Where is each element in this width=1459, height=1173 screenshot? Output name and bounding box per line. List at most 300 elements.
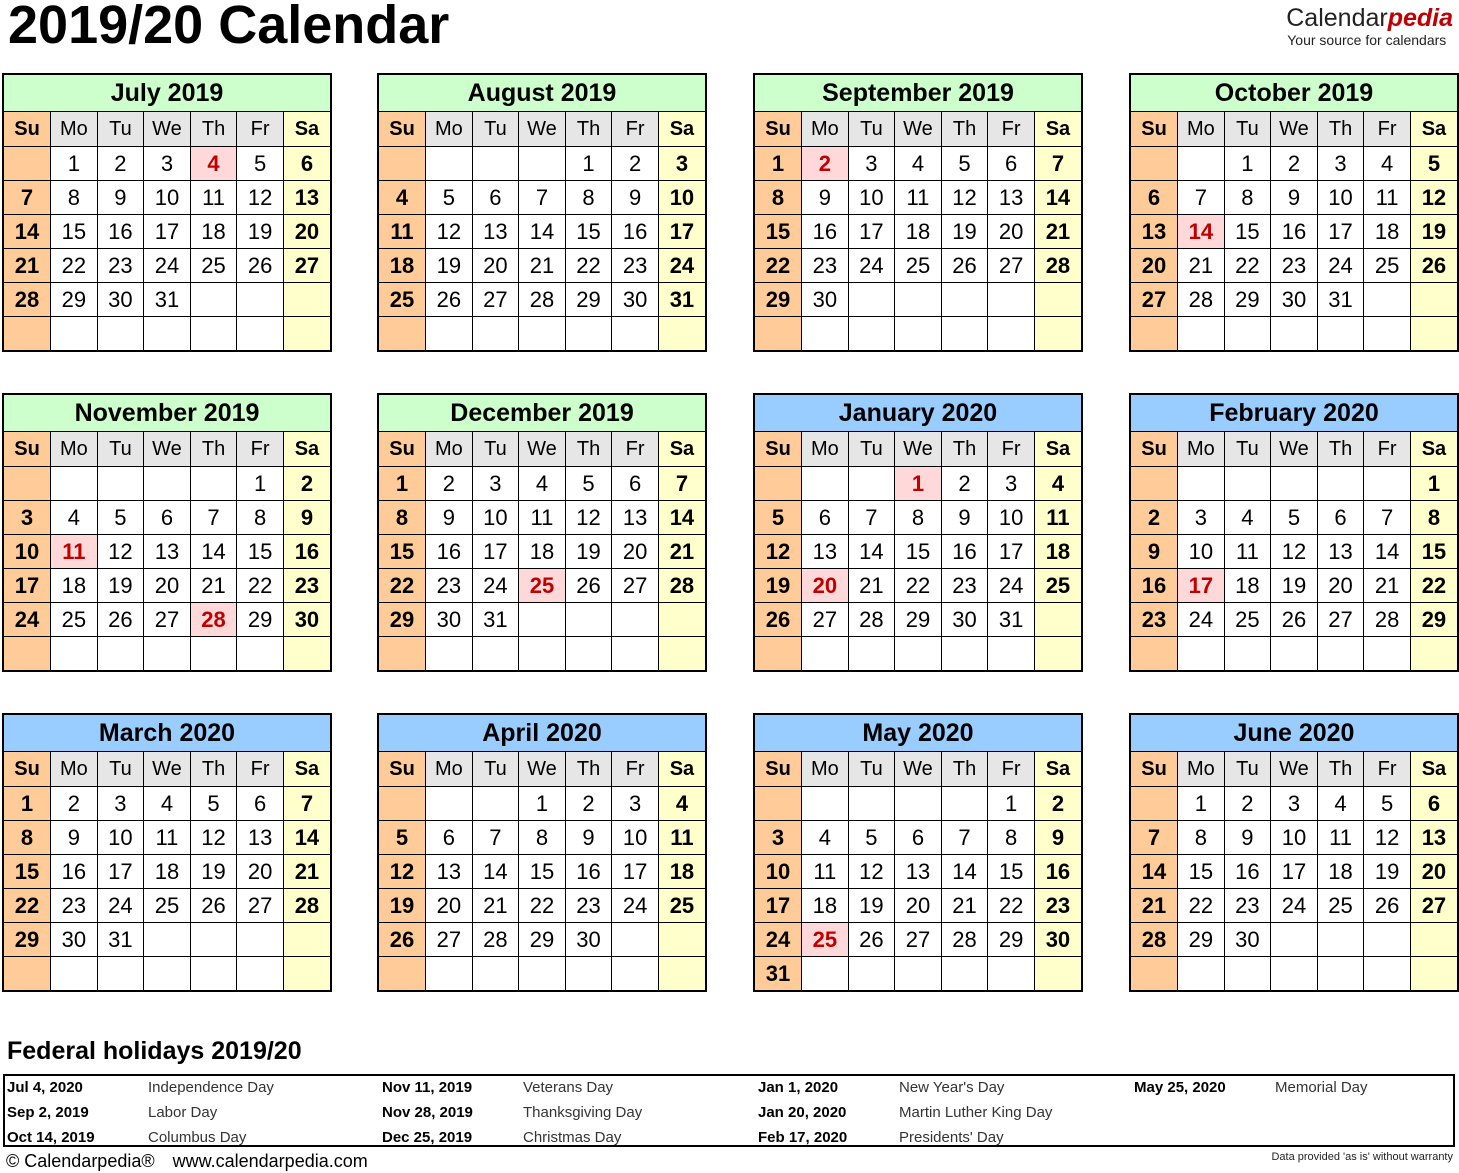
day-cell: 30 — [565, 923, 612, 957]
day-cell: 7 — [190, 501, 237, 535]
week-row — [755, 147, 1081, 181]
day-cell: 5 — [1364, 787, 1411, 821]
day-cell: 19 — [755, 569, 802, 603]
empty-day-cell — [1364, 923, 1411, 957]
weekday-header: Sa — [1410, 432, 1457, 467]
day-cell: 10 — [472, 501, 519, 535]
day-cell: 9 — [565, 821, 612, 855]
day-cell: 30 — [941, 603, 988, 637]
empty-day-cell — [988, 957, 1035, 991]
day-cell: 13 — [237, 821, 284, 855]
week-row — [755, 889, 1081, 923]
month-title: May 2020 — [755, 715, 1081, 752]
day-cell: 4 — [802, 821, 849, 855]
day-cell: 28 — [283, 889, 330, 923]
day-cell: 8 — [755, 181, 802, 215]
holiday-entry — [7, 1101, 367, 1125]
week-row — [4, 181, 330, 215]
day-cell: 23 — [565, 889, 612, 923]
day-cell: 5 — [237, 147, 284, 181]
day-cell: 22 — [755, 249, 802, 283]
week-row — [379, 283, 705, 317]
weekday-header: Su — [379, 112, 426, 147]
day-cell: 18 — [51, 569, 98, 603]
footer-site-link[interactable]: www.calendarpedia.com — [172, 1151, 368, 1171]
empty-day-cell — [1364, 957, 1411, 991]
day-cell: 16 — [426, 535, 473, 569]
day-cell: 16 — [802, 215, 849, 249]
empty-day-cell — [472, 317, 519, 351]
empty-day-cell — [379, 317, 426, 351]
month-title: June 2020 — [1131, 715, 1457, 752]
day-cell: 20 — [283, 215, 330, 249]
week-row — [1131, 821, 1457, 855]
day-cell: 25 — [895, 249, 942, 283]
holiday-date: Dec 25, 2019 — [382, 1129, 473, 1146]
weekday-header: Fr — [612, 752, 659, 787]
weekday-header: Sa — [283, 112, 330, 147]
week-row — [755, 249, 1081, 283]
day-cell: 17 — [472, 535, 519, 569]
weekday-header: Tu — [848, 112, 895, 147]
week-row — [4, 501, 330, 535]
day-cell: 12 — [190, 821, 237, 855]
empty-day-cell — [1271, 317, 1318, 351]
month-title: September 2019 — [755, 75, 1081, 112]
day-cell: 31 — [755, 957, 802, 991]
week-row — [4, 821, 330, 855]
week-row — [379, 181, 705, 215]
day-cell: 1 — [1224, 147, 1271, 181]
day-cell: 30 — [802, 283, 849, 317]
holiday-day-cell: 17 — [1178, 569, 1225, 603]
day-cell: 22 — [379, 569, 426, 603]
day-cell: 29 — [1178, 923, 1225, 957]
day-cell: 13 — [426, 855, 473, 889]
day-cell: 31 — [97, 923, 144, 957]
day-cell: 27 — [612, 569, 659, 603]
empty-day-cell — [1131, 637, 1178, 671]
empty-day-cell — [612, 957, 659, 991]
empty-day-cell — [1410, 317, 1457, 351]
day-cell: 8 — [565, 181, 612, 215]
empty-day-cell — [988, 283, 1035, 317]
day-cell: 6 — [1317, 501, 1364, 535]
day-cell: 1 — [51, 147, 98, 181]
holiday-name: Memorial Day — [1275, 1079, 1368, 1096]
empty-day-cell — [144, 317, 191, 351]
week-row — [1131, 317, 1457, 351]
day-cell: 22 — [565, 249, 612, 283]
week-row — [379, 501, 705, 535]
day-cell: 11 — [144, 821, 191, 855]
holidays-title: Federal holidays 2019/20 — [7, 1037, 302, 1065]
day-cell: 13 — [1131, 215, 1178, 249]
empty-day-cell — [51, 467, 98, 501]
day-cell: 7 — [1131, 821, 1178, 855]
day-cell: 3 — [97, 787, 144, 821]
empty-day-cell — [941, 957, 988, 991]
empty-day-cell — [941, 787, 988, 821]
day-cell: 9 — [283, 501, 330, 535]
day-cell: 23 — [1271, 249, 1318, 283]
empty-day-cell — [472, 787, 519, 821]
month-title: April 2020 — [379, 715, 705, 752]
day-cell: 30 — [612, 283, 659, 317]
day-cell: 26 — [237, 249, 284, 283]
holiday-date: May 25, 2020 — [1134, 1079, 1226, 1096]
day-cell: 3 — [144, 147, 191, 181]
day-cell: 22 — [1224, 249, 1271, 283]
empty-day-cell — [283, 317, 330, 351]
weekday-header: Tu — [1224, 432, 1271, 467]
weekday-header: Tu — [472, 112, 519, 147]
day-cell: 29 — [1410, 603, 1457, 637]
empty-day-cell — [1410, 637, 1457, 671]
day-cell: 13 — [1317, 535, 1364, 569]
day-cell: 6 — [1410, 787, 1457, 821]
weekday-header: Fr — [237, 752, 284, 787]
brand-logo[interactable] — [1286, 6, 1453, 48]
day-cell: 11 — [658, 821, 705, 855]
day-cell: 28 — [848, 603, 895, 637]
empty-day-cell — [426, 787, 473, 821]
empty-day-cell — [895, 283, 942, 317]
day-cell: 21 — [283, 855, 330, 889]
day-cell: 3 — [988, 467, 1035, 501]
day-cell: 3 — [755, 821, 802, 855]
empty-day-cell — [1224, 637, 1271, 671]
empty-day-cell — [1271, 923, 1318, 957]
day-cell: 19 — [97, 569, 144, 603]
empty-day-cell — [755, 787, 802, 821]
empty-day-cell — [1317, 467, 1364, 501]
month-title: July 2019 — [4, 75, 330, 112]
holiday-name: Veterans Day — [523, 1079, 614, 1096]
empty-day-cell — [51, 317, 98, 351]
day-cell: 17 — [755, 889, 802, 923]
empty-day-cell — [1178, 957, 1225, 991]
weekday-header: Mo — [426, 432, 473, 467]
day-cell: 26 — [1410, 249, 1457, 283]
day-cell: 4 — [895, 147, 942, 181]
week-row — [755, 855, 1081, 889]
day-cell: 12 — [1364, 821, 1411, 855]
holiday-day-cell: 20 — [802, 569, 849, 603]
day-cell: 21 — [519, 249, 566, 283]
day-cell: 19 — [190, 855, 237, 889]
day-cell: 2 — [612, 147, 659, 181]
weekday-header: Mo — [1178, 112, 1225, 147]
day-cell: 16 — [1034, 855, 1081, 889]
day-cell: 27 — [283, 249, 330, 283]
day-cell: 7 — [1364, 501, 1411, 535]
empty-day-cell — [4, 317, 51, 351]
day-cell: 9 — [426, 501, 473, 535]
day-cell: 18 — [658, 855, 705, 889]
weekday-header: Su — [1131, 752, 1178, 787]
day-cell: 17 — [988, 535, 1035, 569]
weekday-header: Mo — [802, 112, 849, 147]
day-cell: 1 — [519, 787, 566, 821]
weekday-header: Sa — [658, 112, 705, 147]
day-cell: 31 — [144, 283, 191, 317]
holiday-entry — [1134, 1076, 1459, 1100]
weekday-header: Su — [755, 112, 802, 147]
empty-day-cell — [190, 283, 237, 317]
day-cell: 22 — [51, 249, 98, 283]
empty-day-cell — [755, 317, 802, 351]
empty-day-cell — [848, 957, 895, 991]
day-cell: 22 — [4, 889, 51, 923]
empty-day-cell — [1410, 283, 1457, 317]
day-cell: 23 — [802, 249, 849, 283]
day-cell: 18 — [895, 215, 942, 249]
day-cell: 25 — [190, 249, 237, 283]
empty-day-cell — [519, 317, 566, 351]
weekday-header: Sa — [1034, 112, 1081, 147]
day-cell: 6 — [472, 181, 519, 215]
day-cell: 20 — [237, 855, 284, 889]
week-row — [755, 181, 1081, 215]
week-row — [1131, 957, 1457, 991]
holiday-name: Thanksgiving Day — [523, 1104, 643, 1121]
week-row — [379, 957, 705, 991]
day-cell: 12 — [379, 855, 426, 889]
day-cell: 2 — [565, 787, 612, 821]
empty-day-cell — [1317, 317, 1364, 351]
weekday-header: Fr — [1364, 432, 1411, 467]
day-cell: 31 — [1317, 283, 1364, 317]
week-row — [1131, 637, 1457, 671]
week-row — [1131, 535, 1457, 569]
week-row — [4, 637, 330, 671]
day-cell: 5 — [426, 181, 473, 215]
day-cell: 15 — [1224, 215, 1271, 249]
day-cell: 12 — [97, 535, 144, 569]
empty-day-cell — [4, 147, 51, 181]
day-cell: 31 — [658, 283, 705, 317]
day-cell: 30 — [51, 923, 98, 957]
week-row — [755, 957, 1081, 991]
empty-day-cell — [1034, 957, 1081, 991]
empty-day-cell — [658, 957, 705, 991]
day-cell: 27 — [1317, 603, 1364, 637]
day-cell: 10 — [97, 821, 144, 855]
empty-day-cell — [848, 637, 895, 671]
day-cell: 3 — [658, 147, 705, 181]
weekday-header: Sa — [1410, 752, 1457, 787]
month-calendar — [1129, 713, 1459, 992]
holiday-date: Sep 2, 2019 — [7, 1104, 89, 1121]
week-row — [1131, 249, 1457, 283]
day-cell: 14 — [1034, 181, 1081, 215]
day-cell: 20 — [1131, 249, 1178, 283]
month-calendar — [377, 713, 707, 992]
empty-day-cell — [1034, 283, 1081, 317]
day-cell: 5 — [1410, 147, 1457, 181]
day-cell: 1 — [755, 147, 802, 181]
week-row — [1131, 855, 1457, 889]
day-cell: 17 — [97, 855, 144, 889]
day-cell: 25 — [144, 889, 191, 923]
day-cell: 8 — [237, 501, 284, 535]
month-title: February 2020 — [1131, 395, 1457, 432]
month-calendar — [753, 393, 1083, 672]
weekday-header: Fr — [1364, 752, 1411, 787]
empty-day-cell — [1271, 637, 1318, 671]
holiday-date: Nov 11, 2019 — [382, 1079, 473, 1096]
empty-day-cell — [283, 637, 330, 671]
day-cell: 10 — [658, 181, 705, 215]
week-row — [379, 249, 705, 283]
day-cell: 28 — [1178, 283, 1225, 317]
day-cell: 19 — [565, 535, 612, 569]
week-row — [379, 923, 705, 957]
weekday-header: Th — [1317, 432, 1364, 467]
weekday-header: We — [1271, 432, 1318, 467]
empty-day-cell — [1410, 957, 1457, 991]
empty-day-cell — [1224, 317, 1271, 351]
brand-tagline: Your source for calendars — [1287, 32, 1447, 48]
week-row — [4, 855, 330, 889]
week-row — [1131, 283, 1457, 317]
day-cell: 9 — [97, 181, 144, 215]
day-cell: 21 — [848, 569, 895, 603]
empty-day-cell — [1317, 637, 1364, 671]
holiday-date: Oct 14, 2019 — [7, 1129, 95, 1146]
empty-day-cell — [848, 283, 895, 317]
weekday-header: Th — [565, 112, 612, 147]
empty-day-cell — [1224, 467, 1271, 501]
empty-day-cell — [237, 283, 284, 317]
day-cell: 26 — [190, 889, 237, 923]
weekday-header: Fr — [612, 432, 659, 467]
day-cell: 8 — [988, 821, 1035, 855]
weekday-header: Fr — [1364, 112, 1411, 147]
week-row — [379, 317, 705, 351]
day-cell: 4 — [1317, 787, 1364, 821]
holiday-date: Jan 20, 2020 — [758, 1104, 847, 1121]
week-row — [379, 569, 705, 603]
day-cell: 5 — [565, 467, 612, 501]
empty-day-cell — [472, 637, 519, 671]
empty-day-cell — [283, 923, 330, 957]
day-cell: 13 — [472, 215, 519, 249]
day-cell: 8 — [519, 821, 566, 855]
day-cell: 2 — [1271, 147, 1318, 181]
weekday-header: Fr — [988, 752, 1035, 787]
day-cell: 15 — [755, 215, 802, 249]
day-cell: 16 — [1131, 569, 1178, 603]
empty-day-cell — [144, 957, 191, 991]
weekday-header: We — [144, 112, 191, 147]
day-cell: 7 — [848, 501, 895, 535]
empty-day-cell — [941, 317, 988, 351]
week-row — [4, 957, 330, 991]
week-row — [755, 787, 1081, 821]
empty-day-cell — [97, 467, 144, 501]
day-cell: 19 — [237, 215, 284, 249]
weekday-header: Mo — [1178, 752, 1225, 787]
week-row — [1131, 181, 1457, 215]
day-cell: 15 — [237, 535, 284, 569]
day-cell: 13 — [988, 181, 1035, 215]
day-cell: 20 — [426, 889, 473, 923]
brand-name-plain: Calendar — [1286, 4, 1388, 32]
week-row — [4, 787, 330, 821]
empty-day-cell — [283, 957, 330, 991]
holiday-day-cell: 11 — [51, 535, 98, 569]
day-cell: 18 — [519, 535, 566, 569]
empty-day-cell — [565, 637, 612, 671]
empty-day-cell — [426, 957, 473, 991]
empty-day-cell — [519, 147, 566, 181]
empty-day-cell — [1178, 147, 1225, 181]
empty-day-cell — [1131, 467, 1178, 501]
empty-day-cell — [4, 637, 51, 671]
day-cell: 23 — [941, 569, 988, 603]
day-cell: 16 — [1271, 215, 1318, 249]
empty-day-cell — [1178, 317, 1225, 351]
day-cell: 28 — [1131, 923, 1178, 957]
empty-day-cell — [802, 957, 849, 991]
month-calendar — [377, 393, 707, 672]
day-cell: 8 — [51, 181, 98, 215]
weekday-header: Mo — [426, 112, 473, 147]
week-row — [4, 923, 330, 957]
day-cell: 7 — [1178, 181, 1225, 215]
day-cell: 24 — [658, 249, 705, 283]
weekday-header: Tu — [1224, 752, 1271, 787]
month-title: October 2019 — [1131, 75, 1457, 112]
day-cell: 9 — [1224, 821, 1271, 855]
day-cell: 24 — [848, 249, 895, 283]
day-cell: 15 — [519, 855, 566, 889]
day-cell: 24 — [988, 569, 1035, 603]
footer-left — [6, 1151, 368, 1172]
day-cell: 12 — [941, 181, 988, 215]
empty-day-cell — [1131, 787, 1178, 821]
holiday-entry — [382, 1126, 742, 1150]
day-cell: 21 — [658, 535, 705, 569]
day-cell: 14 — [1131, 855, 1178, 889]
day-cell: 23 — [51, 889, 98, 923]
day-cell: 28 — [1034, 249, 1081, 283]
weekday-header: Sa — [1034, 432, 1081, 467]
day-cell: 19 — [379, 889, 426, 923]
empty-day-cell — [755, 637, 802, 671]
empty-day-cell — [4, 957, 51, 991]
month-title: March 2020 — [4, 715, 330, 752]
week-row — [4, 889, 330, 923]
holiday-date: Jan 1, 2020 — [758, 1079, 839, 1096]
empty-day-cell — [144, 637, 191, 671]
day-cell: 8 — [895, 501, 942, 535]
day-cell: 12 — [426, 215, 473, 249]
week-row — [1131, 889, 1457, 923]
empty-day-cell — [472, 957, 519, 991]
day-cell: 3 — [612, 787, 659, 821]
day-cell: 6 — [283, 147, 330, 181]
empty-day-cell — [895, 957, 942, 991]
day-cell: 12 — [755, 535, 802, 569]
day-cell: 1 — [379, 467, 426, 501]
day-cell: 10 — [612, 821, 659, 855]
empty-day-cell — [755, 467, 802, 501]
day-cell: 27 — [895, 923, 942, 957]
weekday-header: Su — [755, 432, 802, 467]
